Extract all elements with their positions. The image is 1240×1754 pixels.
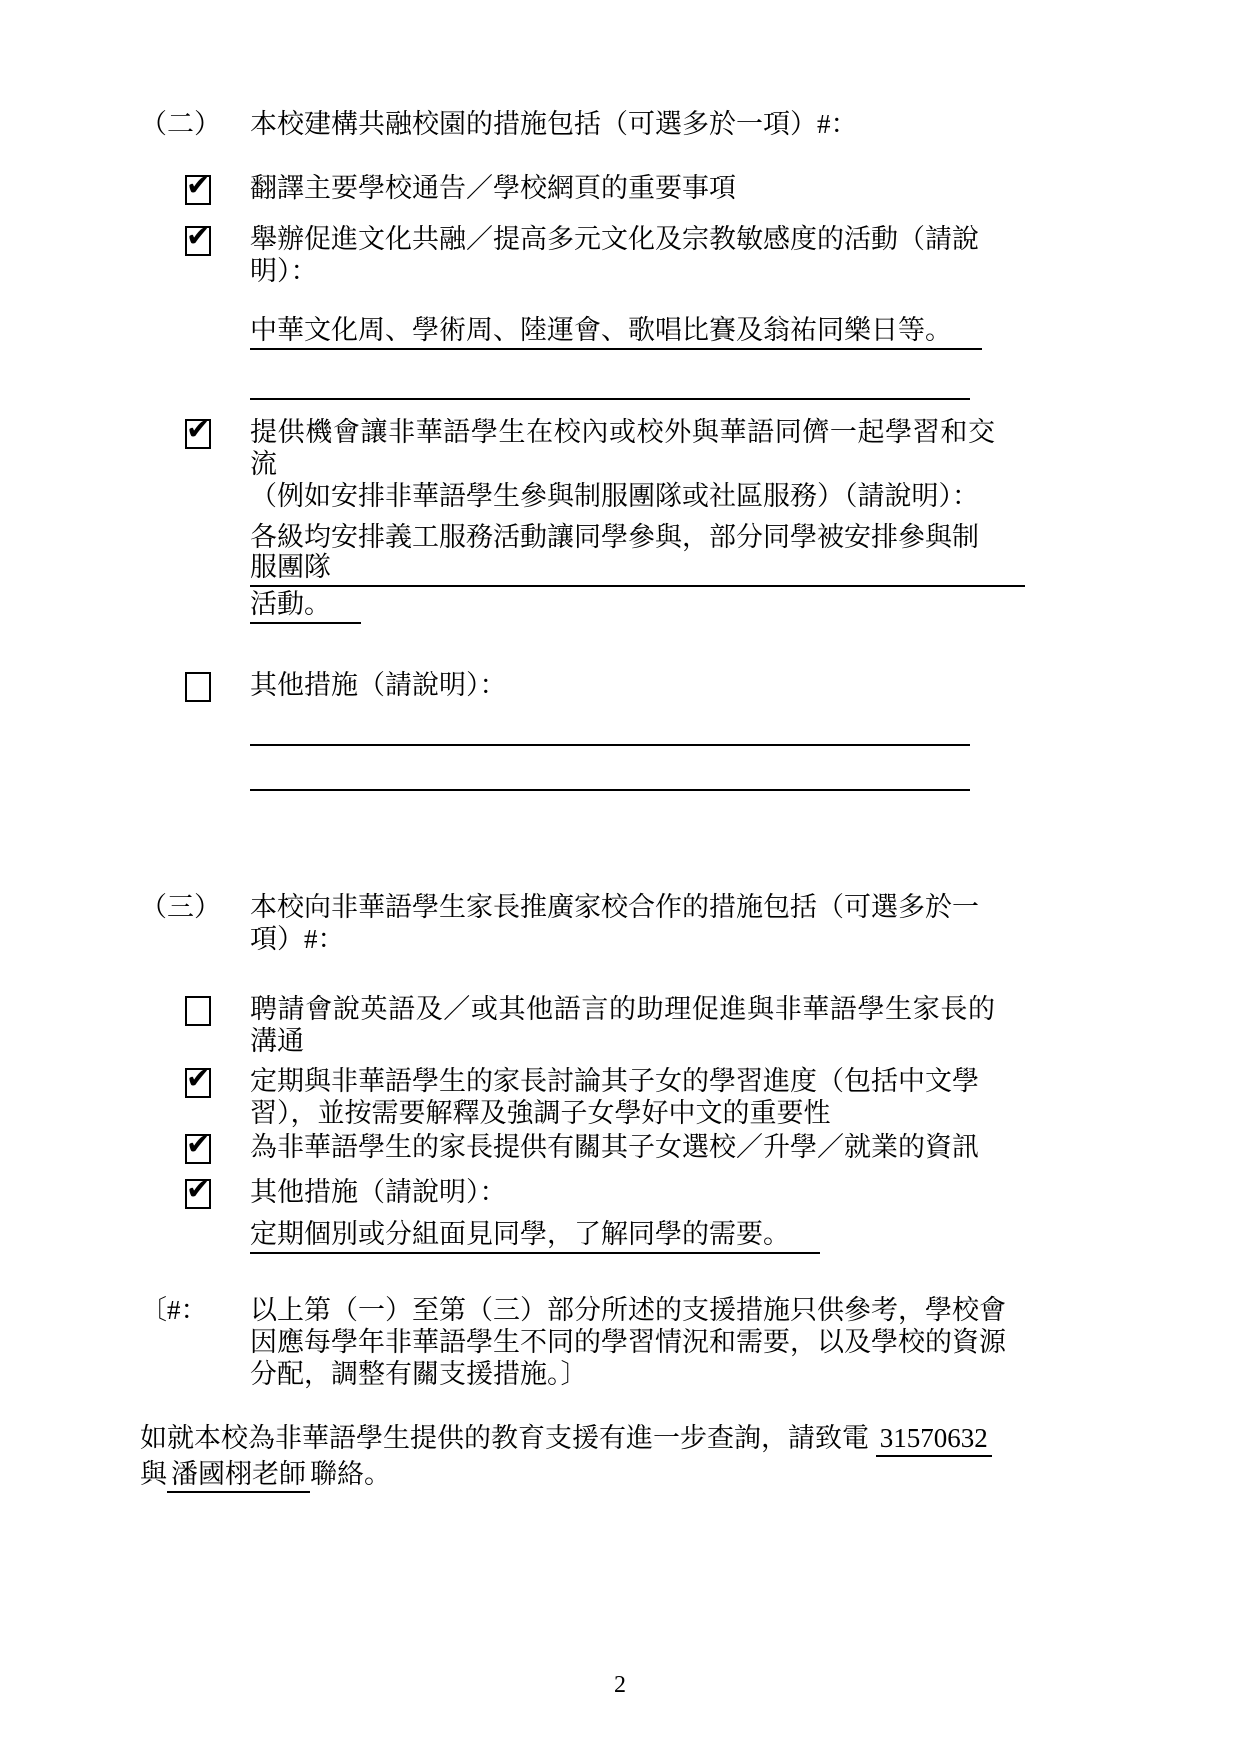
blank-answer-line[interactable] xyxy=(250,398,970,400)
checkbox-checked-icon[interactable] xyxy=(185,419,211,449)
section-2-label: （二） xyxy=(140,109,221,139)
checkbox-cell xyxy=(140,1176,250,1209)
s2-item-3-text: 提供機會讓非華語學生在校內或校外與華語同儕一起學習和交流 （例如安排非華語學生參與制服團隊或社區服務）（請說明）： xyxy=(250,417,995,511)
contact-line-1: 如就本校為非華語學生提供的教育支援有進一步查詢，請致電 31570632 xyxy=(140,1420,1010,1456)
s3-item-other-measures xyxy=(140,1176,1020,1209)
section-3-heading xyxy=(140,891,1020,955)
s2-item-3-answer xyxy=(250,522,1020,624)
answer-field[interactable]: 中華文化周、學術周、陸運會、歌唱比賽及翁祐同樂日等。 xyxy=(250,315,982,350)
answer-field[interactable]: 活動。 xyxy=(250,589,361,624)
section-3-label: （三） xyxy=(140,892,221,922)
section-2-heading-text: 本校建構共融校園的措施包括（可選多於一項）#： xyxy=(250,109,858,139)
checkbox-unchecked-icon[interactable] xyxy=(185,672,211,702)
checkbox-checked-icon[interactable] xyxy=(185,1068,211,1098)
footnote xyxy=(140,1294,1020,1390)
contact-paragraph xyxy=(140,1420,1010,1492)
answer-field[interactable]: 定期個別或分組面見同學，了解同學的需要。 xyxy=(250,1219,820,1254)
checkbox-cell xyxy=(140,1065,250,1129)
s3-item-1-text: 聘請會說英語及／或其他語言的助理促進與非華語學生家長的溝通 xyxy=(250,994,995,1056)
checkbox-checked-icon[interactable] xyxy=(185,1179,211,1209)
document-content xyxy=(140,108,1020,1492)
contact-line-2: 與 潘國栩老師 聯絡。 xyxy=(140,1456,1010,1492)
contact-phone: 31570632 xyxy=(876,1423,992,1457)
page-number: 2 xyxy=(614,1672,626,1698)
contact-teacher-name: 潘國栩老師 xyxy=(167,1459,310,1493)
s2-item-translate-notices xyxy=(140,172,1020,205)
checkbox-cell xyxy=(140,669,250,702)
checkbox-checked-icon[interactable] xyxy=(185,1134,211,1164)
checkbox-unchecked-icon[interactable] xyxy=(185,996,211,1026)
footnote-text: 以上第（一）至第（三）部分所述的支援措施只供參考，學校會 因應每學年非華語學生不同的學習情況和需要，以及學校的資源 分配，調整有關支援措施。〕 xyxy=(250,1295,1006,1389)
s3-item-4-answer xyxy=(250,1219,1020,1254)
checkbox-checked-icon[interactable] xyxy=(185,226,211,256)
s2-item-cultural-activities xyxy=(140,223,1020,287)
s3-item-discuss-progress xyxy=(140,1065,1020,1129)
s3-item-3-text: 為非華語學生的家長提供有關其子女選校／升學／就業的資訊 xyxy=(250,1132,979,1162)
checkbox-cell xyxy=(140,1131,250,1164)
blank-answer-line[interactable] xyxy=(250,744,970,746)
checkbox-cell xyxy=(140,416,250,512)
s3-item-4-text: 其他措施（請說明）： xyxy=(250,1177,507,1207)
checkbox-cell xyxy=(140,993,250,1057)
s2-item-2-text: 舉辦促進文化共融／提高多元文化及宗教敏感度的活動（請說 明）： xyxy=(250,224,979,286)
section-3-heading-text: 本校向非華語學生家長推廣家校合作的措施包括（可選多於一 項）#： xyxy=(250,892,979,954)
s2-item-peer-learning xyxy=(140,416,1020,512)
footnote-marker: 〔#： xyxy=(140,1295,208,1325)
s2-item-4-text: 其他措施（請說明）： xyxy=(250,670,507,700)
blank-answer-line[interactable] xyxy=(250,789,970,791)
section-2-heading xyxy=(140,108,1020,140)
checkbox-cell xyxy=(140,172,250,205)
s2-item-1-text: 翻譯主要學校通告／學校網頁的重要事項 xyxy=(250,173,736,203)
s2-item-2-answer xyxy=(250,315,1020,350)
s3-item-2-text: 定期與非華語學生的家長討論其子女的學習進度（包括中文學 習），並按需要解釋及強調子女學好中文的重要性 xyxy=(250,1066,979,1128)
s2-item-other-measures xyxy=(140,669,1020,702)
answer-field[interactable]: 各級均安排義工服務活動讓同學參與，部分同學被安排參與制服團隊 xyxy=(250,522,1025,587)
checkbox-cell xyxy=(140,223,250,287)
checkbox-checked-icon[interactable] xyxy=(185,175,211,205)
s3-item-school-info xyxy=(140,1131,1020,1164)
s3-item-hire-assistants xyxy=(140,993,1020,1057)
